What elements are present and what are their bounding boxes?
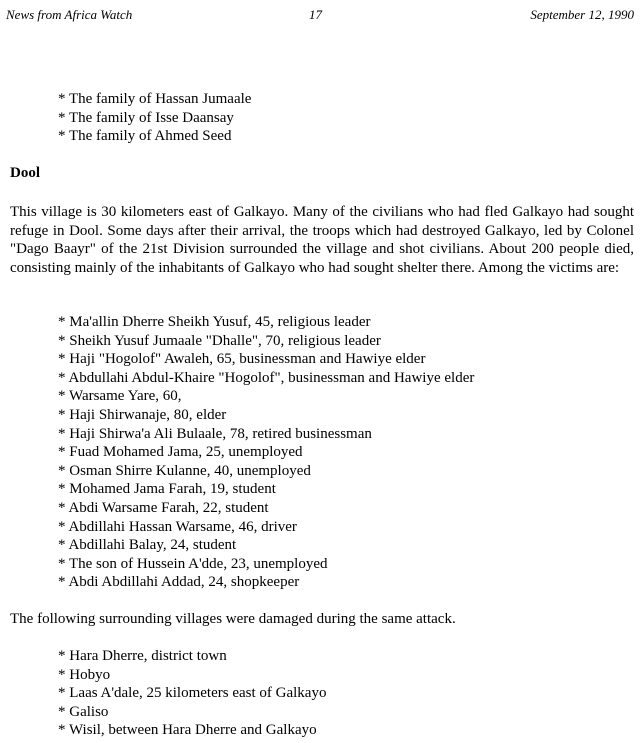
list-item: * Fuad Mohamed Jama, 25, unemployed	[58, 443, 474, 462]
list-item: * Abdullahi Abdul-Khaire "Hogolof", businessman and Hawiye elder	[58, 369, 474, 388]
page-header	[6, 7, 634, 25]
list-item: * Haji "Hogolof" Awaleh, 65, businessman and Hawiye elder	[58, 350, 474, 369]
body-paragraph: This village is 30 kilometers east of Galkayo. Many of the civilians who had fled Galkayo had sought refuge in Dool. Some days after their arrival, the troops which had destroyed Galkayo, led by Colonel "Dago Baayr" of the 21st Division surrounded the village and shot civilians. About 200 people died, consisting mainly of the inhabitants of Galkayo who had sought shelter there. Among the victims are:	[10, 204, 634, 276]
list-item: * Haji Shirwanaje, 80, elder	[58, 406, 474, 425]
list-item: * The family of Hassan Jumaale	[58, 90, 251, 109]
list-item: * The son of Hussein A'dde, 23, unemployed	[58, 555, 474, 574]
list-item: * Osman Shirre Kulanne, 40, unemployed	[58, 462, 474, 481]
header-date: September 12, 1990	[530, 7, 634, 22]
families-list	[58, 90, 251, 146]
list-item: * The family of Isse Daansay	[58, 109, 251, 128]
victims-list	[58, 313, 474, 592]
list-item: * Haji Shirwa'a Ali Bulaale, 78, retired businessman	[58, 425, 474, 444]
list-item: * Wisil, between Hara Dherre and Galkayo	[58, 721, 326, 740]
list-item: * Abdillahi Balay, 24, student	[58, 536, 474, 555]
section-heading: Dool	[10, 165, 40, 181]
list-item: * Hobyo	[58, 666, 326, 685]
list-item: * Abdillahi Hassan Warsame, 46, driver	[58, 518, 474, 537]
header-page-number: 17	[309, 7, 322, 22]
list-item: * Galiso	[58, 703, 326, 722]
header-source: News from Africa Watch	[6, 7, 133, 22]
villages-intro-paragraph: The following surrounding villages were damaged during the same attack.	[10, 611, 456, 627]
list-item: * Hara Dherre, district town	[58, 647, 326, 666]
list-item: * Abdi Warsame Farah, 22, student	[58, 499, 474, 518]
list-item: * Warsame Yare, 60,	[58, 387, 474, 406]
list-item: * The family of Ahmed Seed	[58, 127, 251, 146]
list-item: * Sheikh Yusuf Jumaale "Dhalle", 70, religious leader	[58, 332, 474, 351]
list-item: * Ma'allin Dherre Sheikh Yusuf, 45, religious leader	[58, 313, 474, 332]
villages-list	[58, 647, 326, 740]
list-item: * Mohamed Jama Farah, 19, student	[58, 480, 474, 499]
list-item: * Laas A'dale, 25 kilometers east of Galkayo	[58, 684, 326, 703]
list-item: * Abdi Abdillahi Addad, 24, shopkeeper	[58, 573, 474, 592]
